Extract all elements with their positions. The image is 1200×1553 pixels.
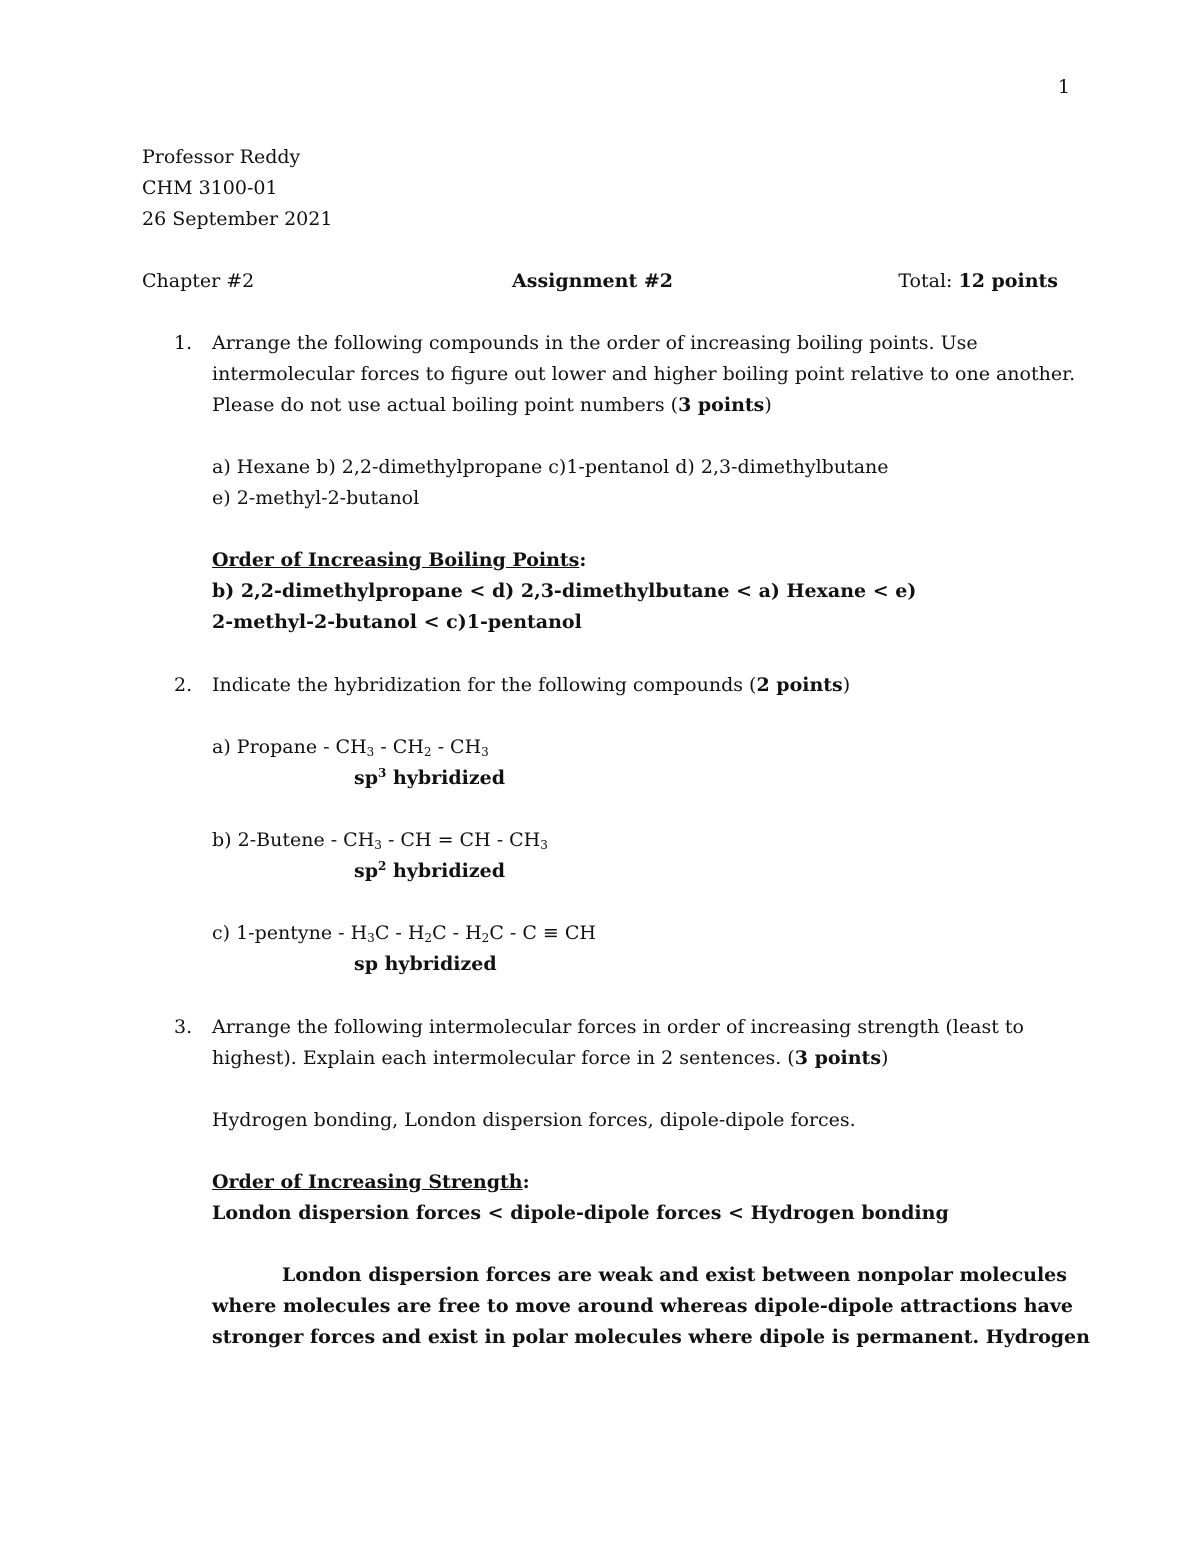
- explanation-line: stronger forces and exist in polar molecules where dipole is permanent. Hydrogen: [212, 1326, 1090, 1348]
- question-number: 2.: [174, 674, 193, 696]
- course-code: CHM 3100-01: [142, 177, 278, 199]
- points-value: 3 points: [678, 394, 765, 416]
- answer-heading: [212, 1167, 1062, 1198]
- total-points: [898, 266, 1058, 297]
- question-text-line: Arrange the following intermolecular forces in order of increasing strength (least to: [212, 1016, 1024, 1038]
- compound-options: a) Hexane b) 2,2-dimethylpropane c)1-pentanol d) 2,3-dimethylbutane: [212, 456, 889, 478]
- answer-line: London dispersion forces < dipole-dipole forces < Hydrogen bonding: [212, 1202, 949, 1224]
- answer-heading-text: Order of Increasing Boiling Points: [212, 549, 580, 571]
- question-text: Indicate the hybridization for the following compounds (: [212, 674, 757, 696]
- question-text-line: intermolecular forces to figure out lower and higher boiling point relative to one another.: [212, 363, 1076, 385]
- hybridization-a: $sp^3$ hybridized: [354, 766, 505, 789]
- question-text: highest). Explain each intermolecular force in 2 sentences. (: [212, 1047, 795, 1069]
- question-number: 3.: [174, 1016, 193, 1038]
- assignment-title: Assignment #2: [512, 270, 673, 292]
- points-value: 2 points: [756, 674, 843, 696]
- total-value: 12 points: [958, 270, 1058, 292]
- question-text-line: [212, 670, 1062, 701]
- document-date: 26 September 2021: [142, 208, 333, 230]
- answer-heading: [212, 545, 1062, 576]
- question-text-line: [212, 1043, 1062, 1074]
- close-paren: ): [881, 1047, 889, 1069]
- question-text-line: Arrange the following compounds in the order of increasing boiling points. Use: [212, 332, 978, 354]
- hybridization-c: sp hybridized: [354, 953, 497, 975]
- document-header: [142, 142, 332, 235]
- question-body: [212, 670, 1062, 980]
- question-text: Please do not use actual boiling point numbers (: [212, 394, 679, 416]
- compound-formula-a: a) Propane - $CH_3 - CH_2 - CH_3$: [212, 736, 489, 759]
- compound-options: e) 2-methyl-2-butanol: [212, 487, 420, 509]
- forces-list: Hydrogen bonding, London dispersion forces, dipole-dipole forces.: [212, 1109, 856, 1131]
- points-value: 3 points: [794, 1047, 882, 1069]
- answer-heading-colon: :: [579, 549, 587, 571]
- question-number: 1.: [174, 332, 193, 354]
- answer-heading-text: Order of Increasing Strength: [212, 1171, 523, 1193]
- answer-heading-colon: :: [522, 1171, 530, 1193]
- question-body: [212, 1012, 1090, 1353]
- compound-formula-b: b) 2-Butene - $CH_3$ - CH = CH - $CH_3$: [212, 829, 548, 852]
- total-prefix: Total:: [898, 270, 959, 292]
- close-paren: ): [842, 674, 851, 696]
- answer-line: 2-methyl-2-butanol < c)1-pentanol: [212, 611, 582, 633]
- compound-formula-c: c) 1-pentyne - $H_3C - H_2C - H_2C$ - C ≡ CH: [212, 922, 596, 945]
- question-text-line: [212, 390, 1062, 421]
- explanation-line: London dispersion forces are weak and exist between nonpolar molecules: [282, 1264, 1067, 1286]
- title-row: [142, 266, 1058, 297]
- hybridization-b: $sp^2$ hybridized: [354, 859, 505, 882]
- explanation-line: where molecules are free to move around whereas dipole-dipole attractions have: [212, 1295, 1073, 1317]
- close-paren: ): [764, 394, 772, 416]
- answer-line: b) 2,2-dimethylpropane < d) 2,3-dimethylbutane < a) Hexane < e): [212, 580, 917, 602]
- professor-name: Professor Reddy: [142, 146, 301, 168]
- page-number: 1: [1057, 76, 1070, 98]
- chapter-label: Chapter #2: [142, 270, 255, 292]
- question-body: [212, 328, 1076, 638]
